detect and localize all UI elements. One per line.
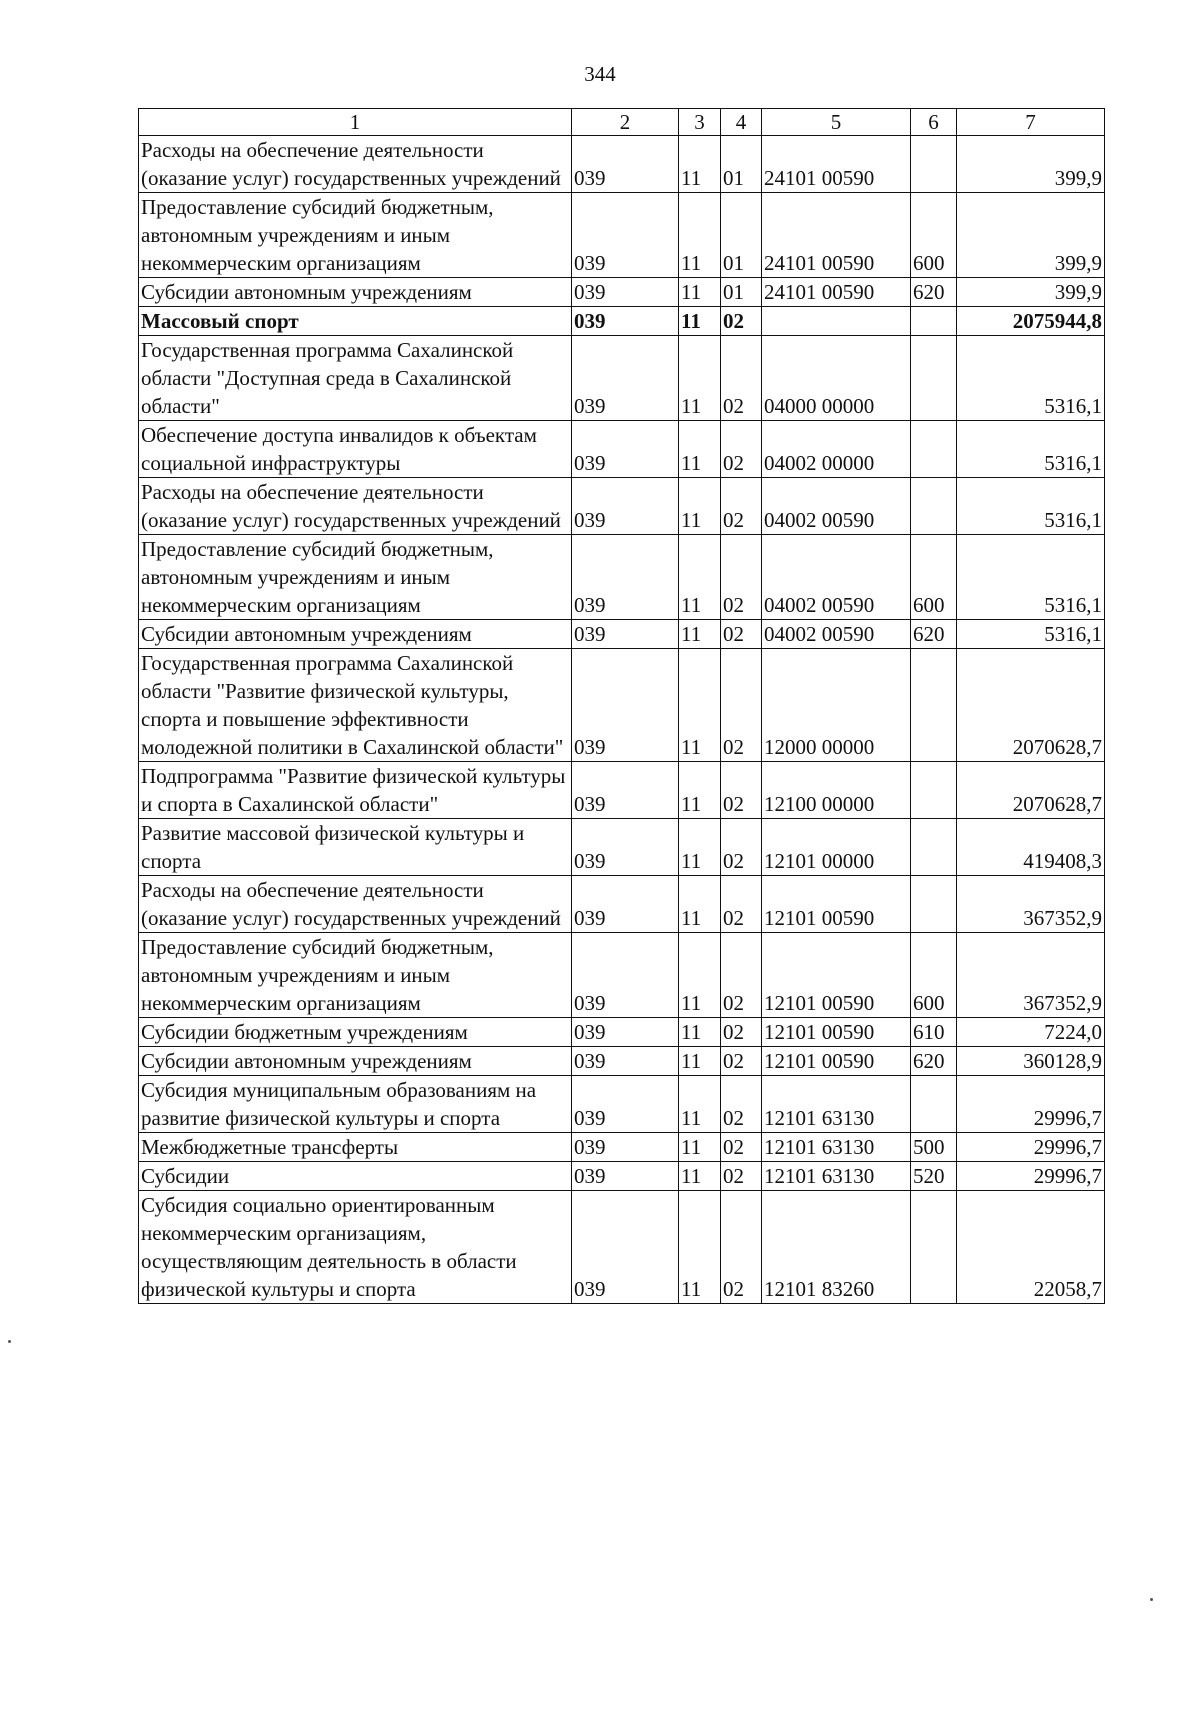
row-subsection-code: 02 (721, 1191, 762, 1304)
row-section-code: 11 (679, 620, 721, 649)
row-name: Предоставление субсидий бюджетным, автономным учреждениям и иным некоммерческим организациям (139, 535, 572, 620)
row-ministry-code: 039 (572, 1076, 679, 1133)
budget-table (138, 108, 1105, 1304)
row-expense-type: 620 (911, 620, 957, 649)
row-section-code: 11 (679, 649, 721, 762)
row-expense-type (911, 1076, 957, 1133)
page-number: 344 (584, 62, 616, 86)
table-row (139, 1133, 1105, 1162)
row-target-article: 04002 00590 (762, 620, 911, 649)
row-subsection-code: 01 (721, 136, 762, 193)
row-expense-type: 600 (911, 535, 957, 620)
row-section-code: 11 (679, 193, 721, 278)
row-name: Государственная программа Сахалинской области "Развитие физической культуры, спорта и повышение эффективности молодежной политики в Сахалинской области" (139, 649, 572, 762)
column-header-4: 4 (721, 109, 762, 136)
column-header-3: 3 (679, 109, 721, 136)
table-row (139, 649, 1105, 762)
row-subsection-code: 02 (721, 876, 762, 933)
row-target-article: 12101 00590 (762, 933, 911, 1018)
row-amount: 399,9 (957, 278, 1105, 307)
row-target-article: 12101 63130 (762, 1076, 911, 1133)
column-header-1: 1 (139, 109, 572, 136)
row-amount: 367352,9 (957, 933, 1105, 1018)
table-row (139, 421, 1105, 478)
row-name: Субсидии (139, 1162, 572, 1191)
table-row (139, 336, 1105, 421)
row-target-article: 12101 83260 (762, 1191, 911, 1304)
row-name: Предоставление субсидий бюджетным, автономным учреждениям и иным некоммерческим организациям (139, 933, 572, 1018)
row-expense-type (911, 136, 957, 193)
row-subsection-code: 01 (721, 278, 762, 307)
table-row (139, 1191, 1105, 1304)
row-expense-type: 610 (911, 1018, 957, 1047)
row-name: Субсидии автономным учреждениям (139, 1047, 572, 1076)
row-name: Обеспечение доступа инвалидов к объектам социальной инфраструктуры (139, 421, 572, 478)
row-ministry-code: 039 (572, 933, 679, 1018)
row-name: Государственная программа Сахалинской области "Доступная среда в Сахалинской области" (139, 336, 572, 421)
column-header-6: 6 (911, 109, 957, 136)
row-section-code: 11 (679, 478, 721, 535)
scan-speck (8, 1340, 11, 1343)
row-ministry-code: 039 (572, 307, 679, 336)
row-subsection-code: 01 (721, 193, 762, 278)
row-expense-type (911, 876, 957, 933)
row-ministry-code: 039 (572, 336, 679, 421)
row-name: Межбюджетные трансферты (139, 1133, 572, 1162)
table-row (139, 819, 1105, 876)
row-subsection-code: 02 (721, 933, 762, 1018)
row-section-code: 11 (679, 136, 721, 193)
row-amount: 367352,9 (957, 876, 1105, 933)
table-row (139, 478, 1105, 535)
row-amount: 2075944,8 (957, 307, 1105, 336)
row-expense-type (911, 1191, 957, 1304)
row-section-code: 11 (679, 336, 721, 421)
row-ministry-code: 039 (572, 278, 679, 307)
row-expense-type (911, 819, 957, 876)
row-expense-type (911, 478, 957, 535)
row-amount: 2070628,7 (957, 649, 1105, 762)
row-subsection-code: 02 (721, 421, 762, 478)
row-expense-type (911, 762, 957, 819)
row-subsection-code: 02 (721, 1162, 762, 1191)
row-name: Субсидии автономным учреждениям (139, 620, 572, 649)
row-expense-type: 600 (911, 193, 957, 278)
row-section-code: 11 (679, 762, 721, 819)
row-amount: 29996,7 (957, 1162, 1105, 1191)
row-ministry-code: 039 (572, 535, 679, 620)
row-name: Подпрограмма "Развитие физической культуры и спорта в Сахалинской области" (139, 762, 572, 819)
row-expense-type (911, 307, 957, 336)
row-subsection-code: 02 (721, 649, 762, 762)
row-expense-type (911, 421, 957, 478)
row-amount: 7224,0 (957, 1018, 1105, 1047)
row-subsection-code: 02 (721, 762, 762, 819)
table-row (139, 1047, 1105, 1076)
table-row (139, 278, 1105, 307)
table-row (139, 620, 1105, 649)
row-amount: 29996,7 (957, 1133, 1105, 1162)
row-target-article: 12101 00590 (762, 876, 911, 933)
column-header-7: 7 (957, 109, 1105, 136)
row-subsection-code: 02 (721, 478, 762, 535)
row-amount: 5316,1 (957, 535, 1105, 620)
row-subsection-code: 02 (721, 1047, 762, 1076)
table-row (139, 762, 1105, 819)
row-ministry-code: 039 (572, 1191, 679, 1304)
row-ministry-code: 039 (572, 421, 679, 478)
row-subsection-code: 02 (721, 1018, 762, 1047)
row-name: Расходы на обеспечение деятельности (оказание услуг) государственных учреждений (139, 478, 572, 535)
row-expense-type (911, 336, 957, 421)
row-target-article: 04002 00000 (762, 421, 911, 478)
row-name: Субсидии бюджетным учреждениям (139, 1018, 572, 1047)
row-name: Развитие массовой физической культуры и спорта (139, 819, 572, 876)
row-ministry-code: 039 (572, 1047, 679, 1076)
row-target-article: 24101 00590 (762, 193, 911, 278)
table-row (139, 933, 1105, 1018)
row-ministry-code: 039 (572, 819, 679, 876)
row-subsection-code: 02 (721, 1076, 762, 1133)
row-section-code: 11 (679, 819, 721, 876)
row-name: Расходы на обеспечение деятельности (оказание услуг) государственных учреждений (139, 876, 572, 933)
row-section-code: 11 (679, 421, 721, 478)
row-amount: 22058,7 (957, 1191, 1105, 1304)
row-amount: 29996,7 (957, 1076, 1105, 1133)
row-name: Субсидии автономным учреждениям (139, 278, 572, 307)
row-expense-type: 600 (911, 933, 957, 1018)
row-amount: 5316,1 (957, 478, 1105, 535)
row-name: Предоставление субсидий бюджетным, автономным учреждениям и иным некоммерческим организациям (139, 193, 572, 278)
row-section-code: 11 (679, 278, 721, 307)
row-ministry-code: 039 (572, 620, 679, 649)
row-amount: 5316,1 (957, 620, 1105, 649)
row-target-article: 12100 00000 (762, 762, 911, 819)
row-ministry-code: 039 (572, 136, 679, 193)
row-section-code: 11 (679, 933, 721, 1018)
row-target-article: 04002 00590 (762, 478, 911, 535)
column-header-2: 2 (572, 109, 679, 136)
row-section-code: 11 (679, 1133, 721, 1162)
row-target-article: 12101 63130 (762, 1162, 911, 1191)
table-row (139, 1018, 1105, 1047)
row-subsection-code: 02 (721, 336, 762, 421)
row-section-code: 11 (679, 1162, 721, 1191)
row-section-code: 11 (679, 1047, 721, 1076)
row-target-article (762, 307, 911, 336)
row-subsection-code: 02 (721, 535, 762, 620)
row-name: Субсидия социально ориентированным некоммерческим организациям, осуществляющим деятельность в области физической культуры и спорта (139, 1191, 572, 1304)
row-target-article: 24101 00590 (762, 136, 911, 193)
row-subsection-code: 02 (721, 819, 762, 876)
row-name: Расходы на обеспечение деятельности (оказание услуг) государственных учреждений (139, 136, 572, 193)
row-subsection-code: 02 (721, 307, 762, 336)
row-target-article: 24101 00590 (762, 278, 911, 307)
row-expense-type: 620 (911, 278, 957, 307)
row-amount: 419408,3 (957, 819, 1105, 876)
row-expense-type: 520 (911, 1162, 957, 1191)
row-expense-type: 500 (911, 1133, 957, 1162)
row-name: Субсидия муниципальным образованиям на развитие физической культуры и спорта (139, 1076, 572, 1133)
row-amount: 2070628,7 (957, 762, 1105, 819)
row-subsection-code: 02 (721, 620, 762, 649)
row-section-code: 11 (679, 1076, 721, 1133)
table-row (139, 193, 1105, 278)
row-amount: 399,9 (957, 136, 1105, 193)
row-ministry-code: 039 (572, 1133, 679, 1162)
row-ministry-code: 039 (572, 478, 679, 535)
table-row (139, 535, 1105, 620)
row-target-article: 12000 00000 (762, 649, 911, 762)
table-row (139, 307, 1105, 336)
column-number-row (139, 109, 1105, 136)
row-ministry-code: 039 (572, 649, 679, 762)
row-name: Массовый спорт (139, 307, 572, 336)
table-row (139, 876, 1105, 933)
row-target-article: 12101 00000 (762, 819, 911, 876)
row-ministry-code: 039 (572, 1162, 679, 1191)
row-ministry-code: 039 (572, 762, 679, 819)
row-section-code: 11 (679, 1018, 721, 1047)
row-expense-type (911, 649, 957, 762)
row-section-code: 11 (679, 1191, 721, 1304)
row-target-article: 12101 00590 (762, 1047, 911, 1076)
table-body (139, 136, 1105, 1304)
row-section-code: 11 (679, 876, 721, 933)
table-row (139, 136, 1105, 193)
column-header-5: 5 (762, 109, 911, 136)
row-subsection-code: 02 (721, 1133, 762, 1162)
row-ministry-code: 039 (572, 193, 679, 278)
row-target-article: 12101 00590 (762, 1018, 911, 1047)
row-target-article: 04000 00000 (762, 336, 911, 421)
table-row (139, 1076, 1105, 1133)
row-amount: 5316,1 (957, 421, 1105, 478)
scan-speck (1150, 1598, 1153, 1601)
row-target-article: 04002 00590 (762, 535, 911, 620)
row-target-article: 12101 63130 (762, 1133, 911, 1162)
row-expense-type: 620 (911, 1047, 957, 1076)
row-amount: 5316,1 (957, 336, 1105, 421)
row-section-code: 11 (679, 307, 721, 336)
row-section-code: 11 (679, 535, 721, 620)
table-row (139, 1162, 1105, 1191)
row-ministry-code: 039 (572, 876, 679, 933)
row-amount: 360128,9 (957, 1047, 1105, 1076)
row-ministry-code: 039 (572, 1018, 679, 1047)
row-amount: 399,9 (957, 193, 1105, 278)
